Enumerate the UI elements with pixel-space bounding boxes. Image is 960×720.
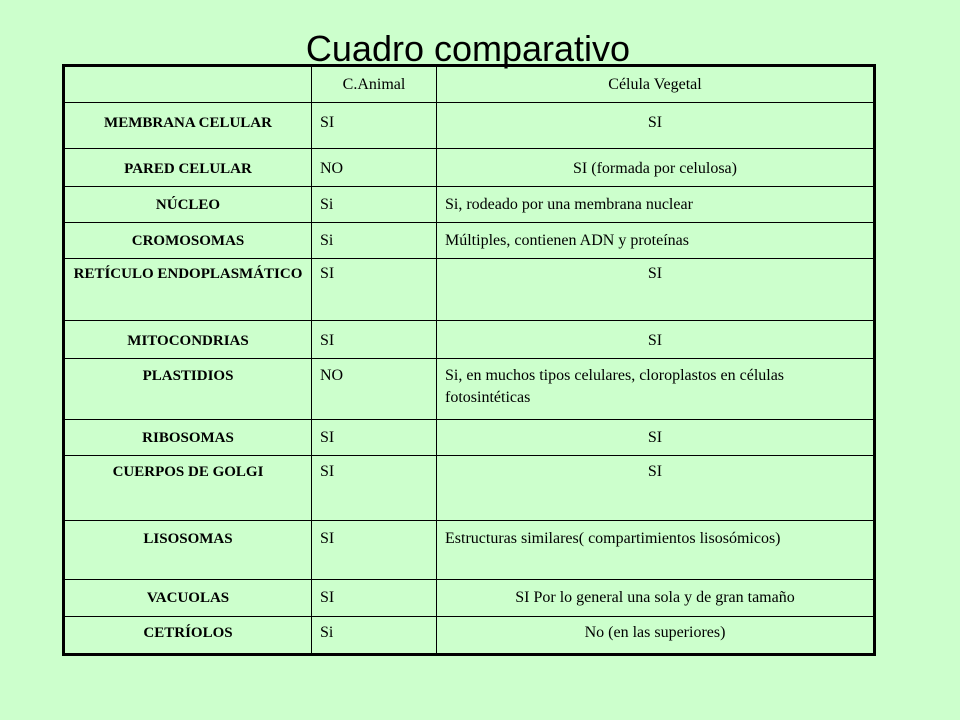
table-row: [64, 259, 875, 321]
row-feature: MEMBRANA CELULAR: [64, 103, 312, 149]
table-row: [64, 456, 875, 521]
row-feature: NÚCLEO: [64, 187, 312, 223]
row-vegetal: SI: [437, 259, 875, 321]
row-feature: PARED CELULAR: [64, 149, 312, 187]
row-animal: SI: [312, 420, 437, 456]
header-cell-feature: [64, 66, 312, 103]
row-vegetal: SI (formada por celulosa): [437, 149, 875, 187]
header-cell-vegetal: Célula Vegetal: [437, 66, 875, 103]
row-vegetal: SI Por lo general una sola y de gran tamaño: [437, 580, 875, 617]
row-animal: SI: [312, 580, 437, 617]
table-row: [64, 149, 875, 187]
table-row: [64, 187, 875, 223]
row-vegetal: SI: [437, 456, 875, 521]
row-animal: SI: [312, 321, 437, 359]
table-row: [64, 223, 875, 259]
row-animal: SI: [312, 103, 437, 149]
row-feature: CUERPOS DE GOLGI: [64, 456, 312, 521]
header-row: [64, 66, 875, 103]
row-animal: SI: [312, 456, 437, 521]
row-vegetal: SI: [437, 321, 875, 359]
comparison-table: [62, 64, 876, 656]
row-vegetal: Si, rodeado por una membrana nuclear: [437, 187, 875, 223]
row-feature: CROMOSOMAS: [64, 223, 312, 259]
row-feature: LISOSOMAS: [64, 521, 312, 580]
slide-title: Cuadro comparativo: [305, 28, 631, 69]
table-row: [64, 617, 875, 655]
row-animal: Si: [312, 187, 437, 223]
table-row: [64, 321, 875, 359]
row-animal: NO: [312, 359, 437, 420]
row-vegetal: No (en las superiores): [437, 617, 875, 655]
header-cell-animal: C.Animal: [312, 66, 437, 103]
table-row: [64, 521, 875, 580]
row-animal: SI: [312, 521, 437, 580]
row-feature: RIBOSOMAS: [64, 420, 312, 456]
row-vegetal: Múltiples, contienen ADN y proteínas: [437, 223, 875, 259]
row-animal: Si: [312, 617, 437, 655]
row-feature: VACUOLAS: [64, 580, 312, 617]
row-vegetal: SI: [437, 103, 875, 149]
row-feature: PLASTIDIOS: [64, 359, 312, 420]
row-vegetal: Si, en muchos tipos celulares, cloroplastos en células fotosintéticas: [437, 359, 875, 420]
table-row: [64, 420, 875, 456]
table-row: [64, 359, 875, 420]
row-animal: SI: [312, 259, 437, 321]
row-feature: MITOCONDRIAS: [64, 321, 312, 359]
row-vegetal: SI: [437, 420, 875, 456]
row-animal: NO: [312, 149, 437, 187]
row-feature: RETÍCULO ENDOPLASMÁTICO: [64, 259, 312, 321]
row-vegetal: Estructuras similares( compartimientos lisosómicos): [437, 521, 875, 580]
table-row: [64, 580, 875, 617]
row-feature: CETRÍOLOS: [64, 617, 312, 655]
table-row: [64, 103, 875, 149]
row-animal: Si: [312, 223, 437, 259]
